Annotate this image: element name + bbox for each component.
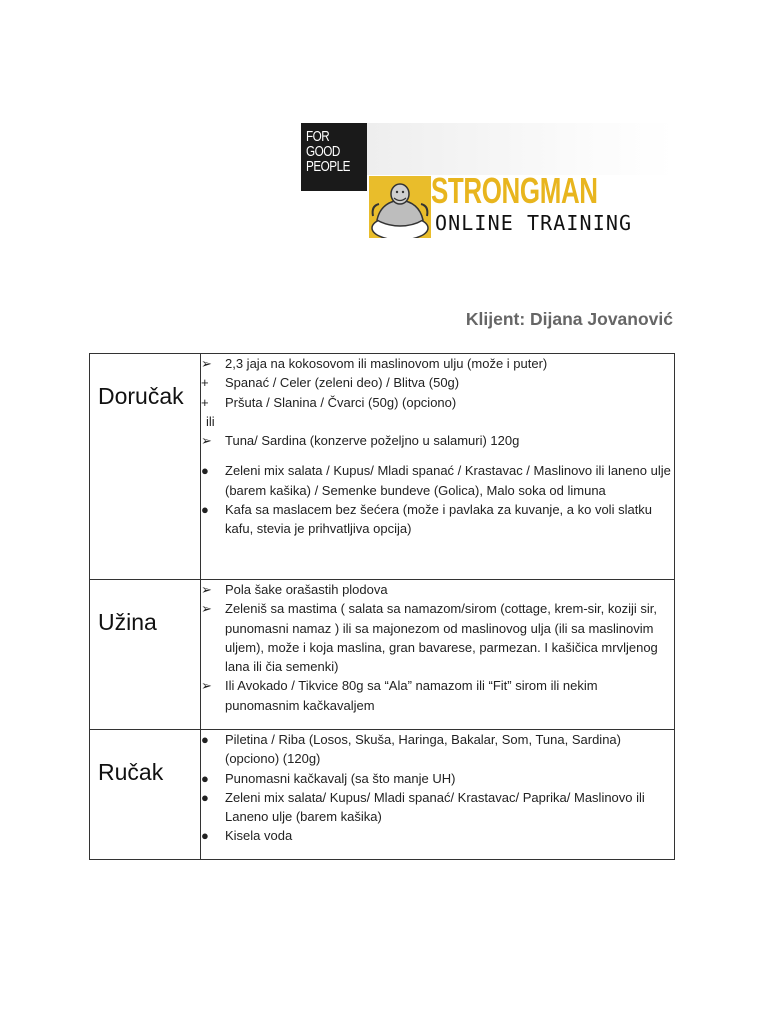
list-item [201, 788, 674, 827]
meal-items-cell [201, 580, 675, 730]
online-training-wordmark: ONLINE TRAINING [435, 211, 633, 235]
list-item [201, 500, 674, 539]
plus-bullet-icon: + [201, 375, 209, 391]
strongman-wordmark: STRONGMAN [431, 170, 598, 211]
item-text: Zeleni mix salata/ Kupus/ Mladi spanać/ Krastavac/ Paprika/ Maslinovo ili Laneno ulje (barem kašika) [225, 789, 645, 825]
arrow-bullet-icon: ➢ [201, 582, 212, 597]
meal-name-cell [90, 580, 201, 730]
list-item [201, 461, 674, 500]
logo-line: PEOPLE [306, 158, 351, 175]
item-text: Kisela voda [225, 828, 293, 844]
arrow-bullet-icon: ➢ [201, 356, 212, 371]
logo-line: FOR [306, 128, 330, 145]
dot-bullet-icon: ● [201, 789, 209, 805]
list-item [201, 769, 674, 788]
meal-label: Ručak [98, 759, 164, 785]
meal-label: Užina [98, 609, 157, 635]
item-text: Zeleni mix salata / Kupus/ Mladi spanać / Krastavac / Maslinovo ili laneno ulje (barem kašika) / Semenke bundeve (Golica), Malo soka od limuna [225, 463, 671, 498]
item-text: ili [206, 413, 215, 429]
item-text: Ili Avokado / Tikvice 80g sa “Ala” namazom ili “Fit” sirom ili nekim punomasnim kačkavaljem [225, 678, 598, 713]
item-text: 2,3 jaja na kokosovom ili maslinovom ulju (može i puter) [225, 356, 548, 371]
dot-bullet-icon: ● [201, 502, 209, 518]
list-item [201, 599, 674, 676]
item-text: Piletina / Riba (Losos, Skuša, Haringa, Bakalar, Som, Tuna, Sardina) (opciono) (120g) [225, 732, 621, 767]
list-item [201, 730, 674, 769]
list-item [201, 412, 674, 431]
meal-label: Doručak [98, 383, 184, 409]
list-item [201, 393, 674, 412]
item-text: Pola šake orašastih plodova [225, 582, 388, 597]
client-name: Klijent: Dijana Jovanović [465, 309, 673, 329]
item-text: Tuna/ Sardina (konzerve poželjno u salamuri) 120g [225, 433, 520, 449]
strongman-mascot-icon [369, 176, 431, 238]
meal-name-cell [90, 354, 201, 580]
list-item [201, 676, 674, 715]
dot-bullet-icon: ● [201, 732, 209, 747]
list-item [201, 580, 674, 599]
dot-bullet-icon: ● [201, 463, 209, 479]
list-item [201, 431, 674, 450]
list-item [201, 826, 674, 845]
for-good-people-logo [301, 123, 367, 191]
arrow-bullet-icon: ➢ [201, 678, 212, 694]
item-text: Punomasni kačkavalj (sa što manje UH) [225, 770, 456, 786]
logo-line: GOOD [306, 143, 340, 160]
dot-bullet-icon: ● [201, 770, 209, 786]
meal-items-cell [201, 354, 675, 580]
item-text: Kafa sa maslacem bez šećera (može i pavlaka za kuvanje, a ko voli slatku kafu, stevia je prihvatljiva opcija) [225, 502, 653, 537]
arrow-bullet-icon: ➢ [201, 433, 212, 449]
list-item [201, 373, 674, 392]
meal-name-cell [90, 730, 201, 860]
item-text: Zeleniš sa mastima ( salata sa namazom/sirom (cottage, krem-sir, koziji sir, punomasni namaz ) ili sa majonezom od maslinovog ulja (ili sa maslinovim uljem), može i koja maslina, gran bavarese, parmezan. I kašičica mrvljenog lana ili čia semenki) [225, 601, 658, 675]
brand-logo [301, 121, 675, 241]
meal-row-lunch [90, 730, 675, 860]
dot-bullet-icon: ● [201, 828, 209, 844]
item-text: Pršuta / Slanina / Čvarci (50g) (opciono) [225, 394, 457, 410]
arrow-bullet-icon: ➢ [201, 601, 212, 617]
meal-row-snack [90, 580, 675, 730]
logo-background [367, 123, 675, 175]
meal-items-cell [201, 730, 675, 860]
list-item [201, 354, 674, 373]
meal-plan-table [89, 353, 675, 860]
item-text: Spanać / Celer (zeleni deo) / Blitva (50g) [225, 375, 460, 391]
meal-row-breakfast [90, 354, 675, 580]
plus-bullet-icon: + [201, 394, 209, 410]
